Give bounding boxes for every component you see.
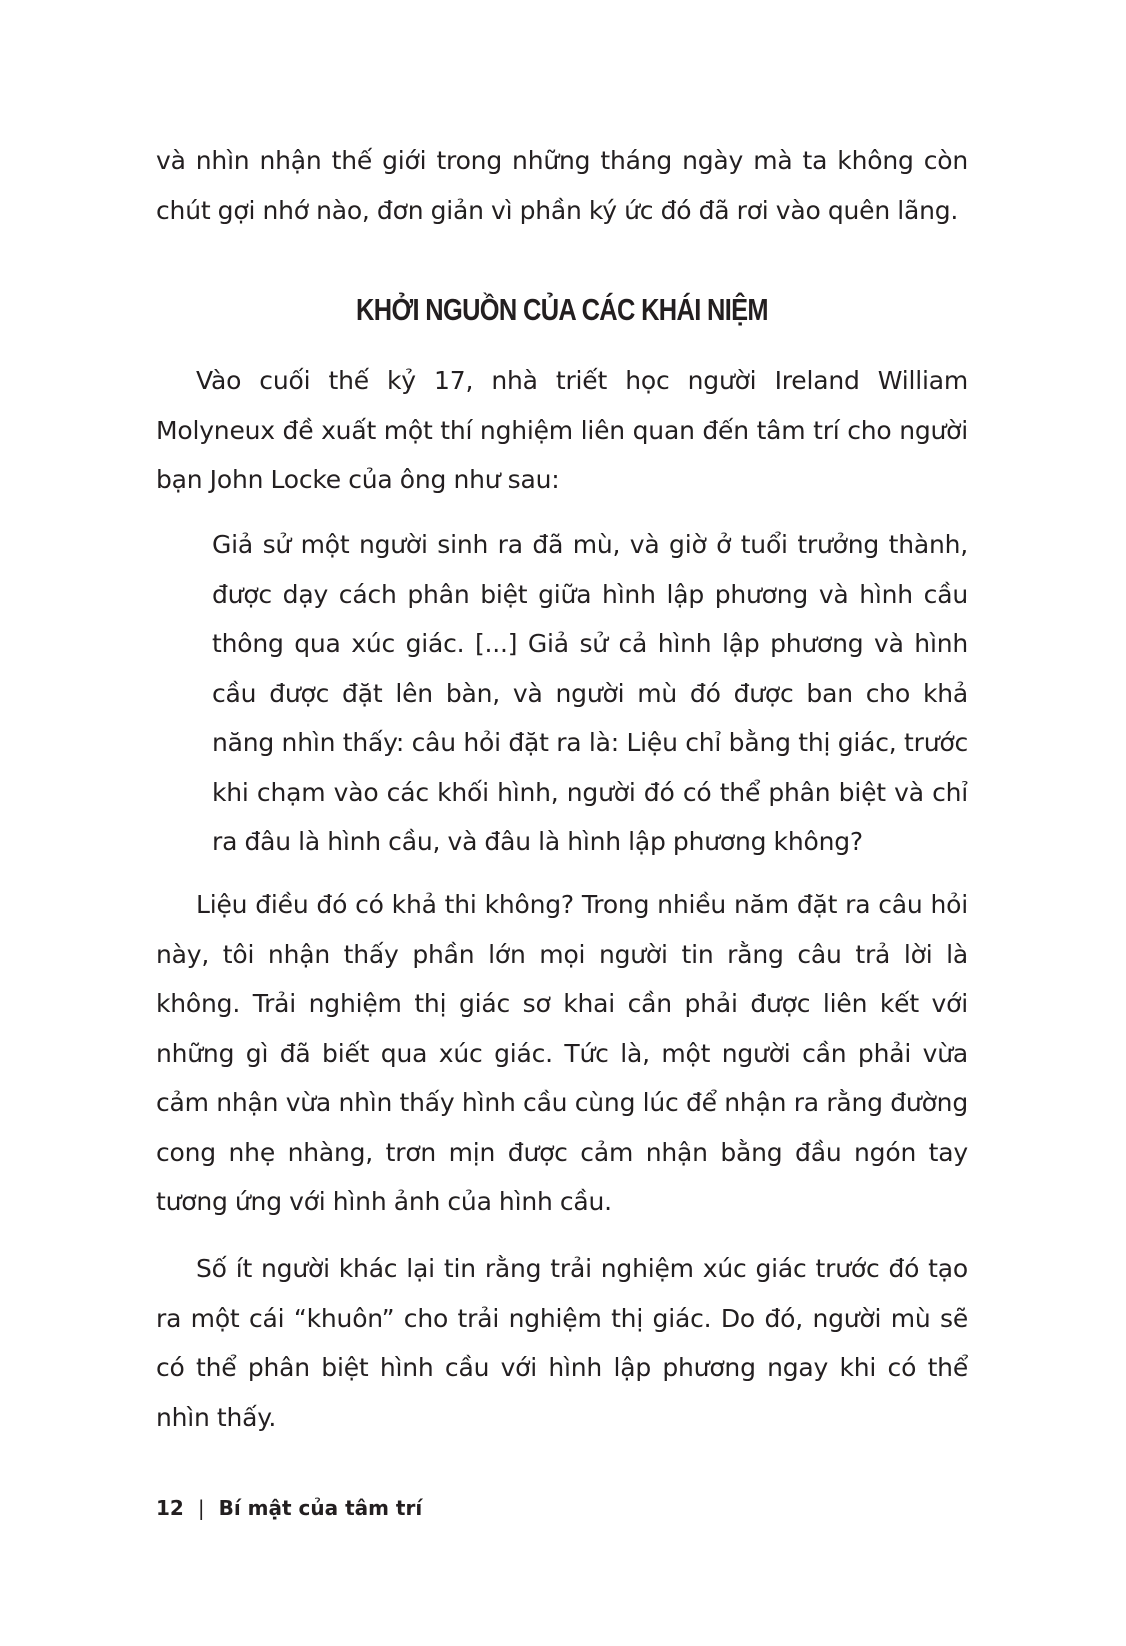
footer-separator: | — [197, 1496, 205, 1520]
paragraph-molyneux: Vào cuối thế kỷ 17, nhà triết học người Ireland William Molyneux đề xuất một thí nghiệm liên quan đến tâm trí cho người bạn John Locke của ông như sau: — [156, 366, 968, 494]
paragraph-question: Liệu điều đó có khả thi không? Trong nhiều năm đặt ra câu hỏi này, tôi nhận thấy phần lớn mọi người tin rằng câu trả lời là không. Trải nghiệm thị giác sơ khai cần phải được liên kết với những gì đã biết qua xúc giác. Tức là, một người cần phải vừa cảm nhận vừa nhìn thấy hình cầu cùng lúc để nhận ra rằng đường cong nhẹ nhàng, trơn mịn được cảm nhận bằng đầu ngón tay tương ứng với hình ảnh của hình cầu. — [156, 890, 968, 1216]
block-quote: Giả sử một người sinh ra đã mù, và giờ ở tuổi trưởng thành, được dạy cách phân biệt giữa hình lập phương và hình cầu thông qua xúc giác. [...] Giả sử cả hình lập phương và hình cầu được đặt lên bàn, và người mù đó được ban cho khả năng nhìn thấy: câu hỏi đặt ra là: Liệu chỉ bằng thị giác, trước khi chạm vào các khối hình, người đó có thể phân biệt và chỉ ra đâu là hình cầu, và đâu là hình lập phương không? — [212, 530, 968, 856]
paragraph-continuation: và nhìn nhận thế giới trong những tháng ngày mà ta không còn chút gợi nhớ nào, đơn giản vì phần ký ức đó đã rơi vào quên lãng. — [156, 146, 968, 225]
paragraph-minority-view: Số ít người khác lại tin rằng trải nghiệm xúc giác trước đó tạo ra một cái “khuôn” cho trải nghiệm thị giác. Do đó, người mù sẽ có thể phân biệt hình cầu với hình lập phương ngay khi có thể nhìn thấy. — [156, 1254, 968, 1432]
section-heading: KHỞI NGUỒN CỦA CÁC KHÁI NIỆM — [356, 292, 768, 327]
book-title: Bí mật của tâm trí — [218, 1496, 423, 1520]
page-footer — [156, 1496, 422, 1520]
page-number: 12 — [156, 1496, 184, 1520]
